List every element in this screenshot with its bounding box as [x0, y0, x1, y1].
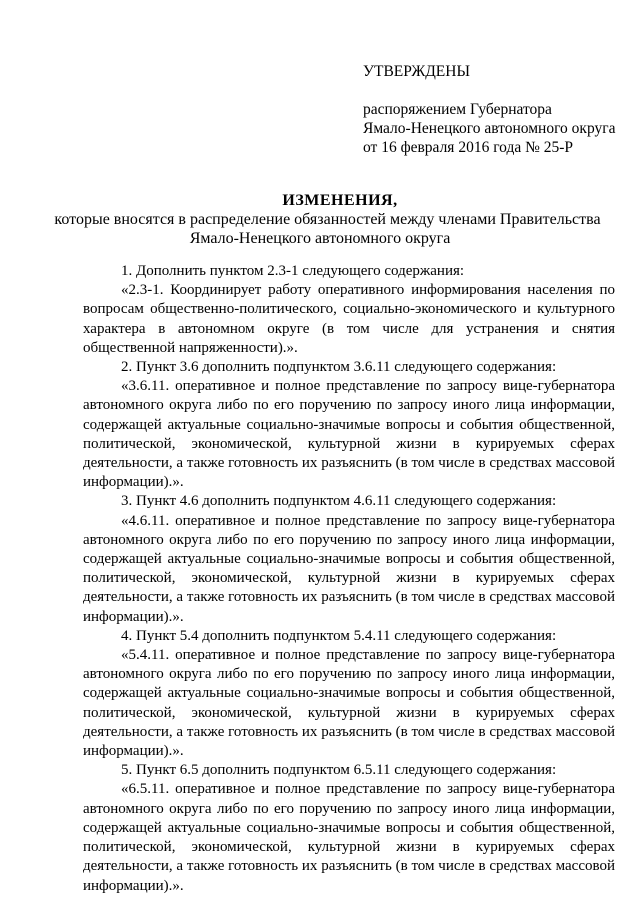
paragraph-quote-1: «2.3-1. Координирует работу оперативного информирования населения по вопросам общественно-политического, социально-экономического и культурного характера в автономном округе (в том числе для устранения и снятия общественной напряженности).». [83, 282, 615, 356]
paragraph-quote-3: «4.6.11. оперативное и полное представление по запросу вице-губернатора автономного округа либо по его поручению по запросу иного лица информации, содержащей актуальные социально-значимые вопросы и события общественной, политической, экономической, культурной жизни в курируемых сферах деятельности, а также готовность их разъяснить (в том числе в средствах массовой информации).». [83, 512, 615, 625]
document-body [83, 262, 615, 896]
approval-line-1: распоряжением Губернатора [363, 101, 552, 118]
paragraph-quote-2: «3.6.11. оперативное и полное представление по запросу вице-губернатора автономного округа либо по его поручению по запросу иного лица информации, содержащей актуальные социально-значимые вопросы и события общественной, политической, экономической, культурной жизни в курируемых сферах деятельности, а также готовность их разъяснить (в том числе в средствах массовой информации).». [83, 378, 615, 491]
paragraph-item-4: 4. Пункт 5.4 дополнить подпунктом 5.4.11 следующего содержания: [121, 627, 557, 644]
document-subtitle-line-2: Ямало-Ненецкого автономного округа [189, 230, 451, 247]
approval-heading: УТВЕРЖДЕНЫ [363, 63, 470, 80]
approval-block [363, 62, 623, 157]
paragraph-item-1: 1. Дополнить пунктом 2.3-1 следующего содержания: [121, 263, 465, 279]
paragraph-item-3: 3. Пункт 4.6 дополнить подпунктом 4.6.11 следующего содержания: [121, 493, 557, 510]
paragraph-item-5: 5. Пункт 6.5 дополнить подпунктом 6.5.11 следующего содержания: [121, 762, 557, 779]
document-title: ИЗМЕНЕНИЯ, [282, 192, 398, 209]
approval-line-2: Ямало-Ненецкого автономного округа [363, 120, 616, 137]
approval-line-3: от 16 февраля 2016 года № 25-Р [363, 139, 574, 156]
document-subtitle-line-1: которые вносятся в распределение обязанностей между членами Правительства [54, 211, 601, 228]
document-title-block [0, 191, 640, 248]
paragraph-item-2: 2. Пункт 3.6 дополнить подпунктом 3.6.11 следующего содержания: [121, 359, 557, 376]
paragraph-quote-5: «6.5.11. оперативное и полное представление по запросу вице-губернатора автономного округа либо по его поручению по запросу иного лица информации, содержащей актуальные социально-значимые вопросы и события общественной, политической, экономической, культурной жизни в курируемых сферах деятельности, а также готовность их разъяснить (в том числе в средствах массовой информации).». [83, 781, 615, 894]
paragraph-quote-4: «5.4.11. оперативное и полное представление по запросу вице-губернатора автономного округа либо по его поручению по запросу иного лица информации, содержащей актуальные социально-значимые вопросы и события общественной, политической, экономической, культурной жизни в курируемых сферах деятельности, а также готовность их разъяснить (в том числе в средствах массовой информации).». [83, 647, 615, 760]
